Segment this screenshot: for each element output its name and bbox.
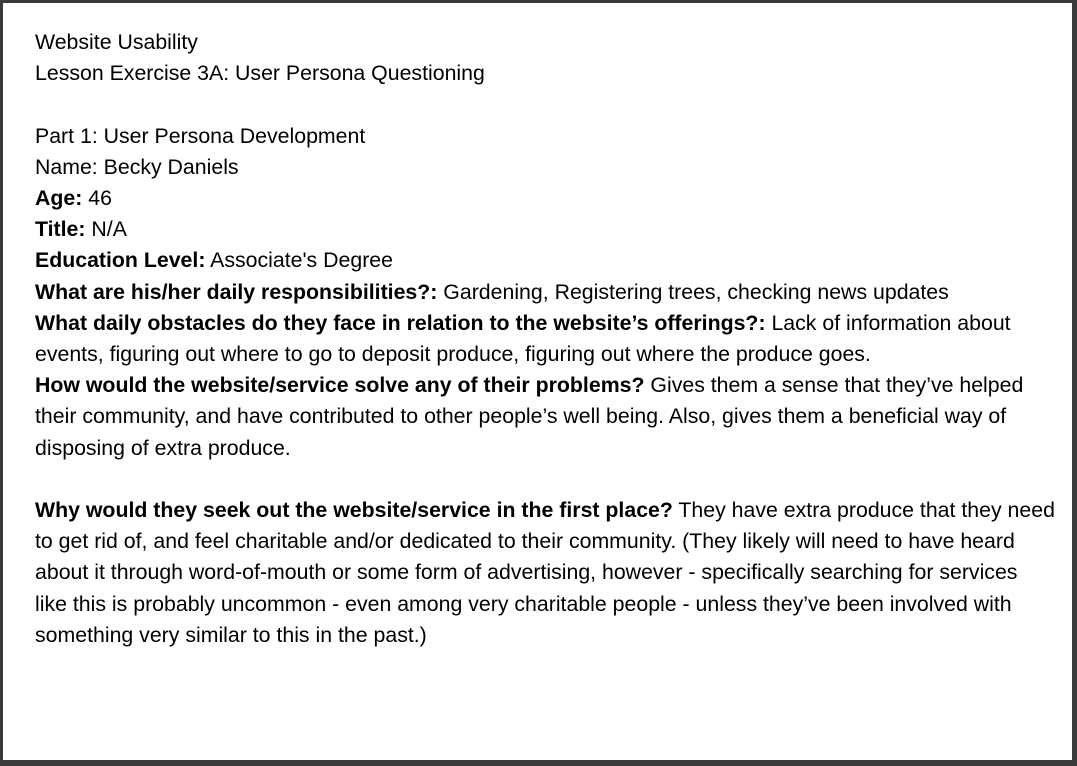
title-label: Title: — [35, 217, 86, 242]
obstacles-value: Lack of information about events, figuring out where to go to deposit produce, figuring out where the produce goes. — [35, 310, 1011, 367]
document-body — [35, 27, 1055, 651]
persona-age — [35, 183, 1055, 214]
exercise-title: Lesson Exercise 3A: User Persona Questioning — [35, 61, 485, 86]
persona-title — [35, 214, 1055, 245]
education-value: Associate's Degree — [205, 248, 393, 273]
education-label: Education Level: — [35, 248, 206, 273]
solve-label: How would the website/service solve any of their problems? — [35, 373, 645, 398]
persona-name: Name: Becky Daniels — [35, 154, 239, 179]
persona-obstacles — [35, 308, 1055, 370]
spacer — [35, 464, 1055, 495]
solve-value: Gives them a sense that they’ve helped their community, and have contributed to other people’s well being. Also, gives them a beneficial way of disposing of extra produce. — [35, 373, 1024, 460]
why-value: They have extra produce that they need to get rid of, and feel charitable and/or dedicated to their community. (They likely will need to have heard about it through word-of-mouth or some form of advertising, however - specifically searching for services like this is probably uncommon - even among very charitable people - unless they’ve been involved with something very similar to this in the past.) — [35, 498, 1055, 647]
age-value: 46 — [82, 186, 112, 210]
why-label: Why would they seek out the website/service in the first place? — [35, 498, 673, 523]
spacer — [35, 89, 1055, 120]
persona-education — [35, 245, 1055, 276]
title-value: N/A — [85, 217, 127, 242]
course-title: Website Usability — [35, 30, 198, 54]
age-label: Age: — [35, 186, 83, 210]
persona-responsibilities — [35, 277, 1055, 308]
part-heading: Part 1: User Persona Development — [35, 123, 366, 148]
responsibilities-value: Gardening, Registering trees, checking news updates — [437, 279, 949, 304]
responsibilities-label: What are his/her daily responsibilities?: — [35, 279, 438, 304]
persona-solve — [35, 370, 1055, 464]
obstacles-label: What daily obstacles do they face in relation to the website’s offerings?: — [35, 310, 766, 335]
persona-why — [35, 495, 1055, 651]
